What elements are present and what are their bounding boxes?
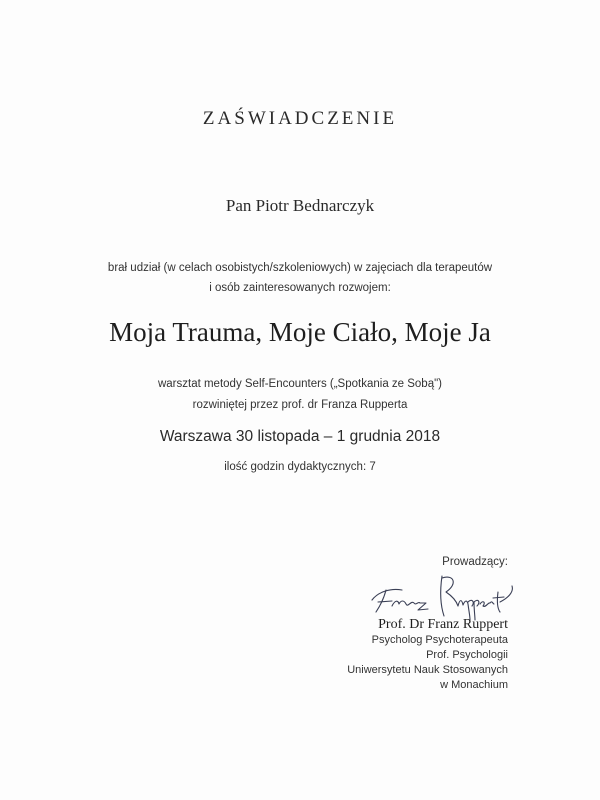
- date-place: Warszawa 30 listopada – 1 grudnia 2018: [159, 428, 441, 445]
- signer-title-4: w Monachium: [440, 679, 508, 691]
- signer-block: [347, 616, 508, 693]
- recipient-name: Pan Piotr Bednarczyk: [225, 196, 375, 215]
- workshop-title: Moja Trauma, Moje Ciało, Moje Ja: [109, 317, 491, 347]
- method-line-1: warsztat metody Self-Encounters („Spotkania ze Sobą"): [157, 378, 443, 390]
- method-text: [0, 374, 600, 416]
- participation-text: [0, 258, 600, 298]
- handwritten-signature: [362, 570, 522, 622]
- participation-line-2: i osób zainteresowanych rozwojem:: [209, 282, 391, 294]
- facilitator-label: Prowadzący:: [442, 556, 508, 568]
- signer-title-3: Uniwersytetu Nauk Stosowanych: [347, 664, 508, 676]
- signer-title-1: Psycholog Psychoterapeuta: [371, 634, 508, 646]
- signer-name: Prof. Dr Franz Ruppert: [378, 617, 508, 632]
- method-line-2: rozwiniętej przez prof. dr Franza Rupperta: [192, 399, 408, 411]
- certificate-title: ZAŚWIADCZENIE: [202, 108, 398, 129]
- participation-line-1: brał udział (w celach osobistych/szkoleniowych) w zajęciach dla terapeutów: [107, 262, 493, 274]
- signer-title-2: Prof. Psychologii: [426, 649, 508, 661]
- teaching-hours: ilość godzin dydaktycznych: 7: [224, 461, 376, 473]
